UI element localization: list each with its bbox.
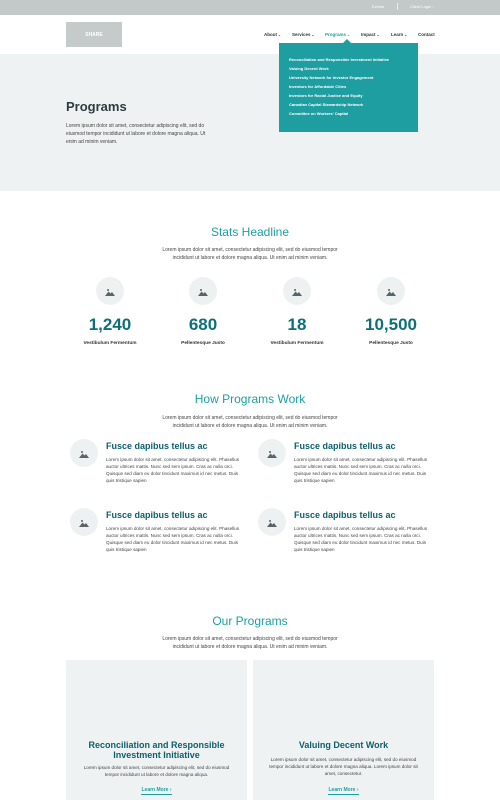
feature-icon-circle — [258, 439, 286, 467]
nav-label: Contact — [418, 32, 435, 37]
dropdown-item[interactable]: Valuing Decent Work — [289, 66, 329, 71]
feature-title: Fusce dapibus tellus ac — [106, 441, 208, 451]
stat-item — [346, 277, 436, 346]
nav-label: About — [264, 32, 277, 37]
program-card-text: Lorem ipsum dolor sit amet, consectetur adipiscing elit, sed do eiusmod tempor incididunt ut labore et dolore magna aliqua. Lorem ipsum dolor sit amet, consectetur. — [269, 757, 418, 776]
feature-item — [70, 439, 250, 499]
image-icon — [386, 287, 396, 296]
image-icon — [267, 449, 277, 458]
image-icon — [105, 287, 115, 296]
program-card[interactable] — [66, 660, 247, 800]
nav-item-services[interactable] — [292, 32, 314, 37]
nav-label: Learn — [391, 32, 404, 37]
learn-more-link[interactable] — [66, 787, 247, 793]
nav-label: Programs — [325, 32, 347, 37]
chevron-down-icon: ⌄ — [404, 33, 408, 37]
chevron-down-icon: ⌄ — [376, 33, 380, 37]
dropdown-item[interactable]: Canadian Capital Stewardship Network — [289, 102, 364, 107]
feature-text: Lorem ipsum dolor sit amet, consectetur adipiscing elit. Phasellus auctor ultrices mattis. Nunc sed sem ipsum. Cras ac nulla orci. Quisque sed diam eu dolor tincidunt maximus id nec metus. Duis quis tristique sapien — [294, 457, 428, 483]
stat-icon-circle — [96, 277, 124, 305]
stat-value: 18 — [287, 315, 307, 334]
stat-label: Vestibulum Fermentum — [270, 341, 324, 346]
stat-value: 680 — [188, 315, 218, 334]
stats-headline: Stats Headline — [210, 225, 290, 239]
nav-item-programs[interactable] — [325, 32, 350, 37]
our-programs-headline: Our Programs — [212, 614, 288, 628]
learn-more-link[interactable] — [253, 787, 434, 793]
chevron-right-icon: › — [432, 4, 434, 9]
stat-value: 10,500 — [365, 315, 417, 334]
program-card-text: Lorem ipsum dolor sit amet, consectetur adipiscing elit, sed do eiusmod tempor incididunt ut labore et dolore magna aliqua. — [83, 765, 230, 777]
program-card-title: Reconciliation and Responsible Investment Initiative — [88, 740, 225, 760]
program-card[interactable] — [253, 660, 434, 800]
how-programs-work-description: Lorem ipsum dolor sit amet, consectetur adipiscing elit, sed do eiusmod tempor incididunt ut labore et dolore magna aliqua. Ut enim ad minim veniam. — [162, 415, 338, 429]
image-icon — [292, 287, 302, 296]
feature-title: Fusce dapibus tellus ac — [294, 510, 396, 520]
client-login-link[interactable] — [410, 4, 434, 9]
feature-text: Lorem ipsum dolor sit amet, consectetur adipiscing elit. Phasellus auctor ultrices mattis. Nunc sed sem ipsum. Cras ac nulla orci. Quisque sed diam eu dolor tincidunt maximus id nec metus. Duis quis tristique sapien — [106, 526, 240, 552]
nav-label: Impact — [361, 32, 376, 37]
utility-divider — [397, 3, 398, 10]
dropdown-pointer — [343, 39, 351, 43]
feature-item — [70, 508, 250, 568]
chevron-right-icon: › — [169, 787, 172, 793]
stat-value: 1,240 — [88, 315, 132, 334]
stat-label: Pellentesque Justo — [181, 341, 225, 346]
stat-label: Vestibulum Fermentum — [83, 341, 137, 346]
how-programs-work-headline: How Programs Work — [194, 392, 306, 406]
program-card-title: Valuing Decent Work — [298, 740, 389, 750]
image-icon — [79, 449, 89, 458]
feature-item — [258, 508, 438, 568]
feature-text: Lorem ipsum dolor sit amet, consectetur adipiscing elit. Phasellus auctor ultrices mattis. Nunc sed sem ipsum. Cras ac nulla orci. Quisque sed diam eu dolor tincidunt maximus id nec metus. Duis quis tristique sapien — [294, 526, 428, 552]
stat-item — [65, 277, 155, 346]
dropdown-item[interactable]: Investors for Racial Justice and Equity — [289, 93, 363, 98]
chevron-right-icon: › — [356, 787, 359, 793]
stat-label: Pellentesque Justo — [369, 341, 413, 346]
stat-icon-circle — [283, 277, 311, 305]
dropdown-item[interactable]: Investors for Affordable Cities — [289, 84, 347, 89]
utility-bar — [0, 0, 500, 15]
logo-text: SHARE — [85, 31, 103, 38]
feature-title: Fusce dapibus tellus ac — [106, 510, 208, 520]
feature-icon-circle — [70, 439, 98, 467]
chevron-down-icon: ⌄ — [311, 33, 315, 37]
learn-more-label: Learn More — [328, 787, 356, 793]
hero-description: Lorem ipsum dolor sit amet, consectetur adipiscing elit, sed do eiusmod tempor incididunt ut labore et dolore magna aliqua. Ut enim ad minim veniam. — [66, 123, 206, 145]
dropdown-item[interactable]: University Network for Investor Engagement — [289, 75, 374, 80]
nav-item-contact[interactable] — [418, 32, 435, 37]
dropdown-item[interactable]: Committee on Workers' Capital — [289, 111, 349, 116]
our-programs-description: Lorem ipsum dolor sit amet, consectetur adipiscing elit, sed do eiusmod tempor incididunt ut labore et dolore magna aliqua. Ut enim ad minim veniam. — [162, 636, 338, 650]
feature-item — [258, 439, 438, 499]
image-icon — [79, 518, 89, 527]
nav-item-impact[interactable] — [361, 32, 379, 37]
programs-dropdown-menu — [279, 43, 418, 132]
site-header — [0, 15, 500, 54]
image-icon — [267, 518, 277, 527]
site-logo[interactable] — [66, 22, 122, 47]
stats-description: Lorem ipsum dolor sit amet, consectetur adipiscing elit, sed do eiusmod tempor incididunt ut labore et dolore magna aliqua. Ut enim ad minim veniam. — [162, 247, 338, 261]
dropdown-item[interactable]: Reconciliation and Responsible Investment Initiative — [289, 57, 390, 62]
chevron-down-icon: ⌄ — [278, 33, 281, 37]
stat-item — [158, 277, 248, 346]
chevron-down-icon: ⌄ — [347, 33, 350, 37]
nav-item-learn[interactable] — [391, 32, 407, 37]
feature-text: Lorem ipsum dolor sit amet, consectetur adipiscing elit. Phasellus auctor ultrices mattis. Nunc sed sem ipsum. Cras ac nulla orci. Quisque sed diam eu dolor tincidunt maximus id nec metus. Duis quis tristique sapien — [106, 457, 240, 483]
learn-more-label: Learn More — [141, 787, 169, 793]
stat-icon-circle — [377, 277, 405, 305]
nav-item-about[interactable] — [264, 32, 281, 37]
nav-label: Services — [292, 32, 311, 37]
page-title: Programs — [66, 99, 127, 114]
client-login-label: Client Login — [410, 4, 432, 9]
events-link[interactable]: Events — [372, 4, 385, 9]
feature-icon-circle — [70, 508, 98, 536]
stat-item — [252, 277, 342, 346]
feature-icon-circle — [258, 508, 286, 536]
image-icon — [198, 287, 208, 296]
feature-title: Fusce dapibus tellus ac — [294, 441, 396, 451]
stat-icon-circle — [189, 277, 217, 305]
